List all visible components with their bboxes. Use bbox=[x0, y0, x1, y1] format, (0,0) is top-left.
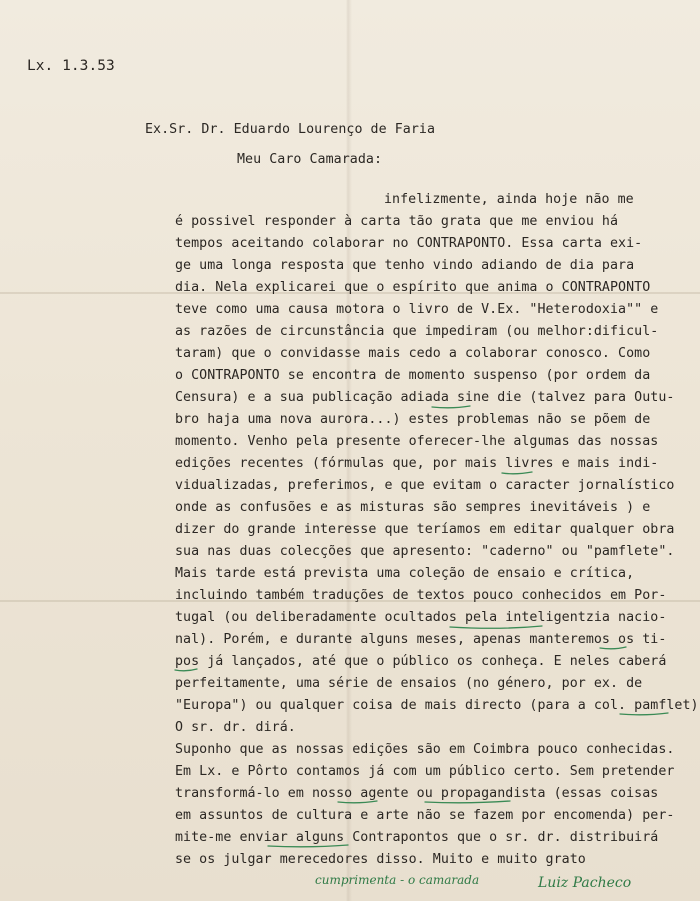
body-line: se os julgar merecedores disso. Muito e muito grato bbox=[175, 852, 586, 867]
body-line: transformá-lo em nosso agente ou propagandista (essas coisas bbox=[175, 786, 659, 801]
body-line: ge uma longa resposta que tenho vindo adiando de dia para bbox=[175, 258, 635, 273]
recipient-line: Ex.Sr. Dr. Eduardo Lourenço de Faria bbox=[145, 122, 435, 137]
body-line: "Europa") ou qualquer coisa de mais directo (para a col. pamflet) bbox=[175, 698, 699, 713]
body-line: incluindo também traduções de textos pouco conhecidos em Por- bbox=[175, 588, 667, 603]
body-line: pos já lançados, até que o público os conheça. E neles caberá bbox=[175, 654, 667, 669]
body-line: tempos aceitando colaborar no CONTRAPONTO. Essa carta exi- bbox=[175, 236, 643, 251]
body-line: dia. Nela explicarei que o espírito que anima o CONTRAPONTO bbox=[175, 280, 651, 295]
body-line: dizer do grande interesse que teríamos em editar qualquer obra bbox=[175, 522, 675, 537]
body-line: é possivel responder à carta tão grata que me enviou há bbox=[175, 214, 619, 229]
body-line: perfeitamente, uma série de ensaios (no género, por ex. de bbox=[175, 676, 643, 691]
body-line: Censura) e a sua publicação adiada sine die (talvez para Outu- bbox=[175, 390, 675, 405]
body-line: momento. Venho pela presente oferecer-lhe algumas das nossas bbox=[175, 434, 659, 449]
handwritten-signature: Luiz Pacheco bbox=[538, 875, 632, 891]
body-line: tugal (ou deliberadamente ocultados pela inteligentzia nacio- bbox=[175, 610, 667, 625]
body-line: as razões de circunstância que impediram (ou melhor:dificul- bbox=[175, 324, 659, 339]
body-line: infelizmente, ainda hoje não me bbox=[384, 192, 634, 207]
body-line: Mais tarde está prevista uma coleção de ensaio e crítica, bbox=[175, 566, 635, 581]
body-line: vidualizadas, preferimos, e que evitam o caracter jornalístico bbox=[175, 478, 675, 493]
body-line: onde as confusões e as misturas são sempres inevitáveis ) e bbox=[175, 500, 651, 515]
salutation: Meu Caro Camarada: bbox=[237, 152, 382, 167]
body-line: Em Lx. e Pôrto contamos já com um público certo. Sem pretender bbox=[175, 764, 675, 779]
body-line: teve como uma causa motora o livro de V.Ex. "Heterodoxia"" e bbox=[175, 302, 659, 317]
body-line: Suponho que as nossas edições são em Coimbra pouco conhecidas. bbox=[175, 742, 675, 757]
body-line: sua nas duas colecções que apresento: "caderno" ou "pamflete". bbox=[175, 544, 675, 559]
body-line: edições recentes (fórmulas que, por mais livres e mais indi- bbox=[175, 456, 659, 471]
body-line: mite-me enviar alguns Contrapontos que o sr. dr. distribuirá bbox=[175, 830, 659, 845]
body-line: em assuntos de cultura e arte não se fazem por encomenda) per- bbox=[175, 808, 675, 823]
letter-date: Lx. 1.3.53 bbox=[27, 58, 115, 74]
body-line: o CONTRAPONTO se encontra de momento suspenso (por ordem da bbox=[175, 368, 651, 383]
handwritten-closing: cumprimenta - o camarada bbox=[315, 873, 480, 887]
body-line: nal). Porém, e durante alguns meses, apenas manteremos os ti- bbox=[175, 632, 667, 647]
body-line: bro haja uma nova aurora...) estes problemas não se põem de bbox=[175, 412, 651, 427]
body-line: O sr. dr. dirá. bbox=[175, 720, 296, 735]
body-line: taram) que o convidasse mais cedo a colaborar conosco. Como bbox=[175, 346, 651, 361]
